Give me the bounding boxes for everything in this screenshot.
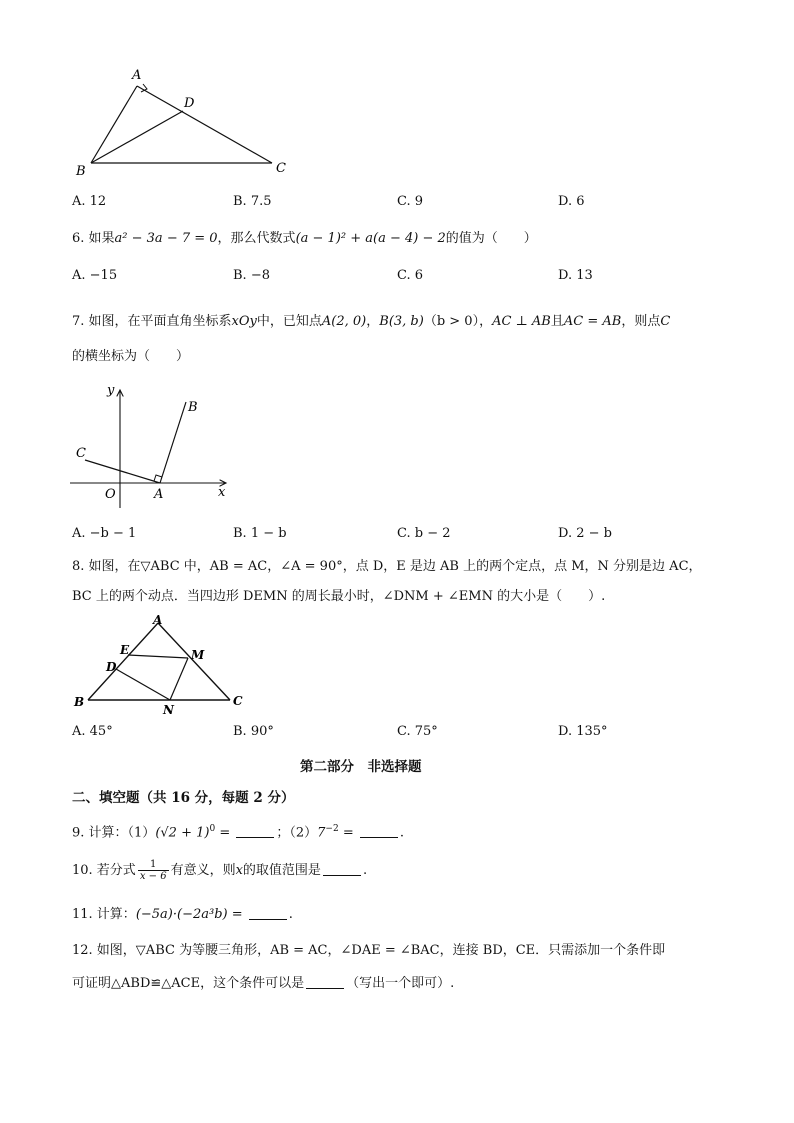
q7-comma: ， — [366, 314, 380, 329]
question-6 — [72, 230, 537, 248]
figure-q7-coordinate — [68, 380, 238, 510]
q6-option-d: D. 13 — [558, 268, 593, 283]
q7-tail: ，则点 — [621, 314, 661, 329]
fig7-label-B: B — [188, 400, 198, 415]
q7-system: xOy — [231, 314, 257, 329]
fig5-label-A: A — [132, 68, 142, 83]
question-7-line2: 的横坐标为（ ） — [72, 349, 190, 364]
q6-tail: 的值为（ ） — [445, 231, 537, 246]
q6-expression: (a − 1)² + a(a − 4) − 2 — [295, 231, 446, 246]
q5-option-a: A. 12 — [72, 194, 107, 209]
q7-option-c: C. b − 2 — [397, 526, 451, 541]
q9-blank-1[interactable] — [236, 823, 274, 838]
question-7-line1 — [72, 313, 670, 331]
q10-blank[interactable] — [323, 861, 361, 876]
q8-option-d: D. 135° — [558, 724, 608, 739]
q5-option-d: D. 6 — [558, 194, 585, 209]
q8-option-b: B. 90° — [233, 724, 274, 739]
q10-mid: 有意义，则 — [170, 863, 236, 878]
q7-option-b: B. 1 − b — [233, 526, 287, 541]
q9-eq2: = — [338, 825, 358, 841]
fig8-label-E: E — [120, 643, 130, 657]
fig8-label-C: C — [233, 694, 243, 708]
q12-blank[interactable] — [306, 974, 344, 989]
q9-exp2: −2 — [325, 824, 339, 834]
q7-point-a: A(2, 0) — [321, 314, 367, 329]
fig5-label-D: D — [184, 96, 195, 111]
question-12-line1: 12. 如图，▽ABC 为等腰三角形，AB = AC，∠DAE = ∠BAC，连接 BD，CE．只需添加一个条件即 — [72, 943, 666, 958]
fig7-label-C: C — [76, 446, 86, 461]
q10-range: 的取值范围是 — [242, 863, 321, 878]
q10-numerator: 1 — [138, 859, 169, 871]
question-10 — [72, 858, 367, 884]
question-8-line2: BC 上的两个动点．当四边形 DEMN 的周长最小时，∠DNM + ∠EMN 的大小是（ ）. — [72, 589, 606, 604]
q9-end: . — [399, 825, 405, 841]
q7-point-b: B(3, b) — [379, 314, 424, 329]
q7-condition: （b > 0）， — [423, 314, 493, 329]
q7-prefix: 7. 如图，在平面直角坐标系 — [72, 314, 232, 329]
section-2-title: 二、填空题（共 16 分，每题 2 分） — [72, 790, 295, 806]
q6-prefix: 6. 如果 — [72, 231, 115, 246]
fig7-label-y: y — [107, 383, 115, 398]
q7-known: 中，已知点 — [256, 314, 322, 329]
q10-x: x — [235, 863, 243, 878]
q6-mid: ，那么代数式 — [217, 231, 296, 246]
question-11 — [72, 905, 293, 924]
q9-expr1: (√2 + 1) — [155, 825, 210, 841]
q7-perp: AC ⊥ AB — [492, 314, 551, 329]
q5-option-b: B. 7.5 — [233, 194, 272, 209]
fig8-label-N: N — [163, 703, 174, 717]
q9-prefix: 9. 计算：（1） — [72, 825, 156, 841]
q6-equation: a² − 3a − 7 = 0 — [114, 231, 218, 246]
q10-end: . — [362, 863, 368, 878]
fig5-label-C: C — [276, 161, 286, 176]
figure-q5-triangle — [70, 65, 300, 180]
q7-point-c: C — [660, 314, 671, 329]
q7-option-d: D. 2 − b — [558, 526, 612, 541]
q6-option-a: A. −15 — [72, 268, 118, 283]
q7-equal: AC = AB — [563, 314, 622, 329]
fig8-label-M: M — [191, 648, 205, 662]
q9-eq1: = — [215, 825, 235, 841]
q9-sep: ；（2） — [276, 825, 318, 841]
q8-option-a: A. 45° — [72, 724, 113, 739]
q11-end: . — [288, 907, 293, 922]
part-2-title: 第二部分 非选择题 — [300, 759, 422, 775]
q9-exp1: 0 — [209, 824, 216, 834]
q11-prefix: 11. 计算： — [72, 907, 136, 922]
fig7-label-A: A — [154, 487, 164, 502]
q5-option-c: C. 9 — [397, 194, 424, 209]
q9-blank-2[interactable] — [360, 823, 398, 838]
q12-prefix: 可证明△ABD≌△ACE，这个条件可以是 — [72, 976, 305, 991]
question-12-line2 — [72, 974, 454, 993]
figure-q8-triangle — [72, 612, 257, 717]
q7-option-a: A. −b − 1 — [72, 526, 137, 541]
question-9 — [72, 820, 404, 842]
q10-fraction — [138, 859, 169, 882]
q8-option-c: C. 75° — [397, 724, 438, 739]
q11-blank[interactable] — [249, 905, 287, 920]
question-8-line1: 8. 如图，在▽ABC 中，AB = AC，∠A = 90°，点 D，E 是边 AB 上的两个定点，点 M，N 分别是边 AC， — [72, 559, 702, 574]
fig7-label-O: O — [105, 487, 116, 502]
q12-tail: （写出一个即可）. — [346, 976, 455, 991]
q11-expr: (−5a)·(−2a³b) = — [135, 907, 247, 922]
q7-and: 且 — [550, 314, 564, 329]
q10-denominator: x − 6 — [139, 871, 167, 882]
fig8-label-D: D — [106, 660, 117, 674]
q6-option-b: B. −8 — [233, 268, 270, 283]
q10-prefix: 10. 若分式 — [72, 863, 136, 878]
q9-expr2: 7 — [317, 825, 326, 841]
fig5-label-B: B — [76, 164, 86, 179]
q6-option-c: C. 6 — [397, 268, 424, 283]
fig8-label-A: A — [153, 613, 163, 627]
fig8-label-B: B — [74, 695, 85, 709]
fig7-label-x: x — [218, 485, 226, 500]
